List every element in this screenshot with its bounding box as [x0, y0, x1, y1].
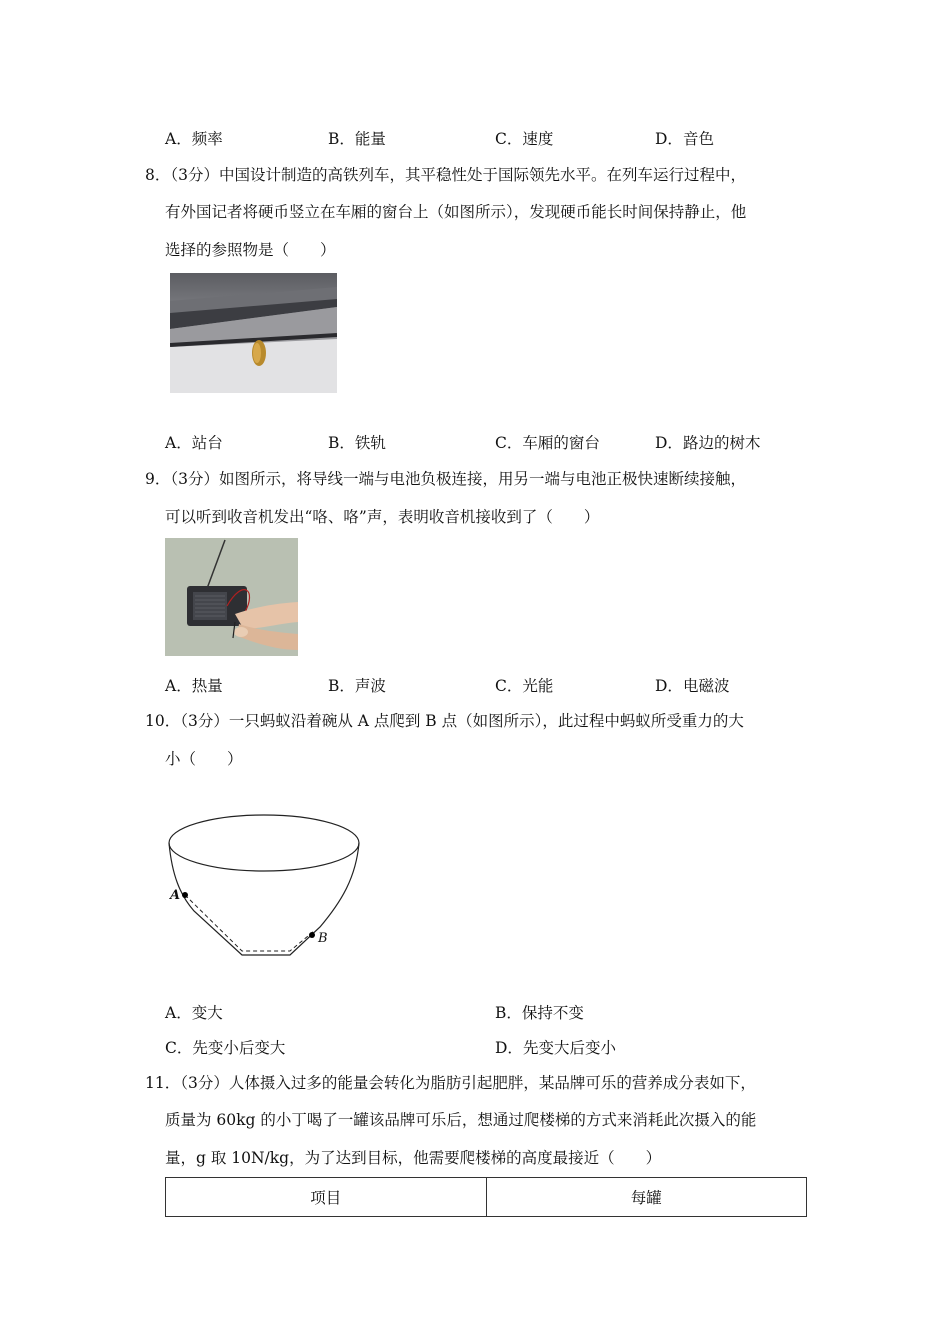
q7-option-d[interactable]: D．音色: [655, 130, 714, 148]
q11-stem-line-1: 11．（3分）人体摄入过多的能量会转化为脂肪引起肥胖，某品牌可乐的营养成分表如下，: [145, 1074, 756, 1092]
q8-option-b[interactable]: B．铁轨: [328, 434, 386, 452]
q8-option-c[interactable]: C．车厢的窗台: [495, 434, 600, 452]
q10-option-a[interactable]: A．变大: [165, 1004, 223, 1022]
q9-option-b[interactable]: B．声波: [328, 677, 386, 695]
table-row: [166, 1178, 807, 1217]
q11-stem-line-2: 质量为 60kg 的小丁喝了一罐该品牌可乐后，想通过爬楼梯的方式来消耗此次摄入的能: [165, 1111, 757, 1129]
q9-option-d[interactable]: D．电磁波: [655, 677, 730, 695]
q10-stem-line-2: 小（ ）: [165, 750, 243, 768]
nutrition-table: [165, 1177, 807, 1217]
q10-option-d[interactable]: D．先变大后变小: [495, 1039, 616, 1057]
q7-option-a[interactable]: A．频率: [165, 130, 223, 148]
point-b-label: B: [318, 931, 328, 946]
table-header-item: 项目: [166, 1178, 487, 1217]
q11-stem-line-3: 量，g 取 10N/kg，为了达到目标，他需要爬楼梯的高度最接近（ ）: [165, 1149, 662, 1167]
q8-option-a[interactable]: A．站台: [165, 434, 223, 452]
bowl-body: [169, 843, 359, 955]
q8-stem-line-1: 8．（3分）中国设计制造的高铁列车，其平稳性处于国际领先水平。在列车运行过程中，: [145, 166, 746, 184]
bowl-rim: [169, 815, 359, 871]
q8-stem-line-3: 选择的参照物是（ ）: [165, 241, 336, 259]
q9-option-c[interactable]: C．光能: [495, 677, 554, 695]
coin-on-windowsill-photo: [170, 273, 337, 393]
q10-stem-line-1: 10．（3分）一只蚂蚁沿着碗从 A 点爬到 B 点（如图所示），此过程中蚂蚁所受重力的大: [145, 712, 744, 730]
q8-option-d[interactable]: D．路边的树木: [655, 434, 761, 452]
table-header-per-can: 每罐: [486, 1178, 807, 1217]
point-b: [309, 932, 315, 938]
q8-stem-line-2: 有外国记者将硬币竖立在车厢的窗台上（如图所示），发现硬币能长时间保持静止，他: [165, 203, 747, 221]
q7-option-b[interactable]: B．能量: [328, 130, 386, 148]
bowl-diagram: [160, 805, 370, 965]
q9-stem-line-1: 9．（3分）如图所示，将导线一端与电池负极连接，用另一端与电池正极快速断续接触，: [145, 470, 746, 488]
ant-path: [185, 895, 314, 951]
point-a: [182, 892, 188, 898]
q10-option-b[interactable]: B．保持不变: [495, 1004, 584, 1022]
point-a-label: A: [170, 888, 181, 903]
q10-option-c[interactable]: C．先变小后变大: [165, 1039, 286, 1057]
radio-battery-photo: [165, 538, 298, 656]
q9-option-a[interactable]: A．热量: [165, 677, 223, 695]
q9-stem-line-2: 可以听到收音机发出“咯、咯”声，表明收音机接收到了（ ）: [165, 508, 600, 526]
q7-option-c[interactable]: C．速度: [495, 130, 554, 148]
